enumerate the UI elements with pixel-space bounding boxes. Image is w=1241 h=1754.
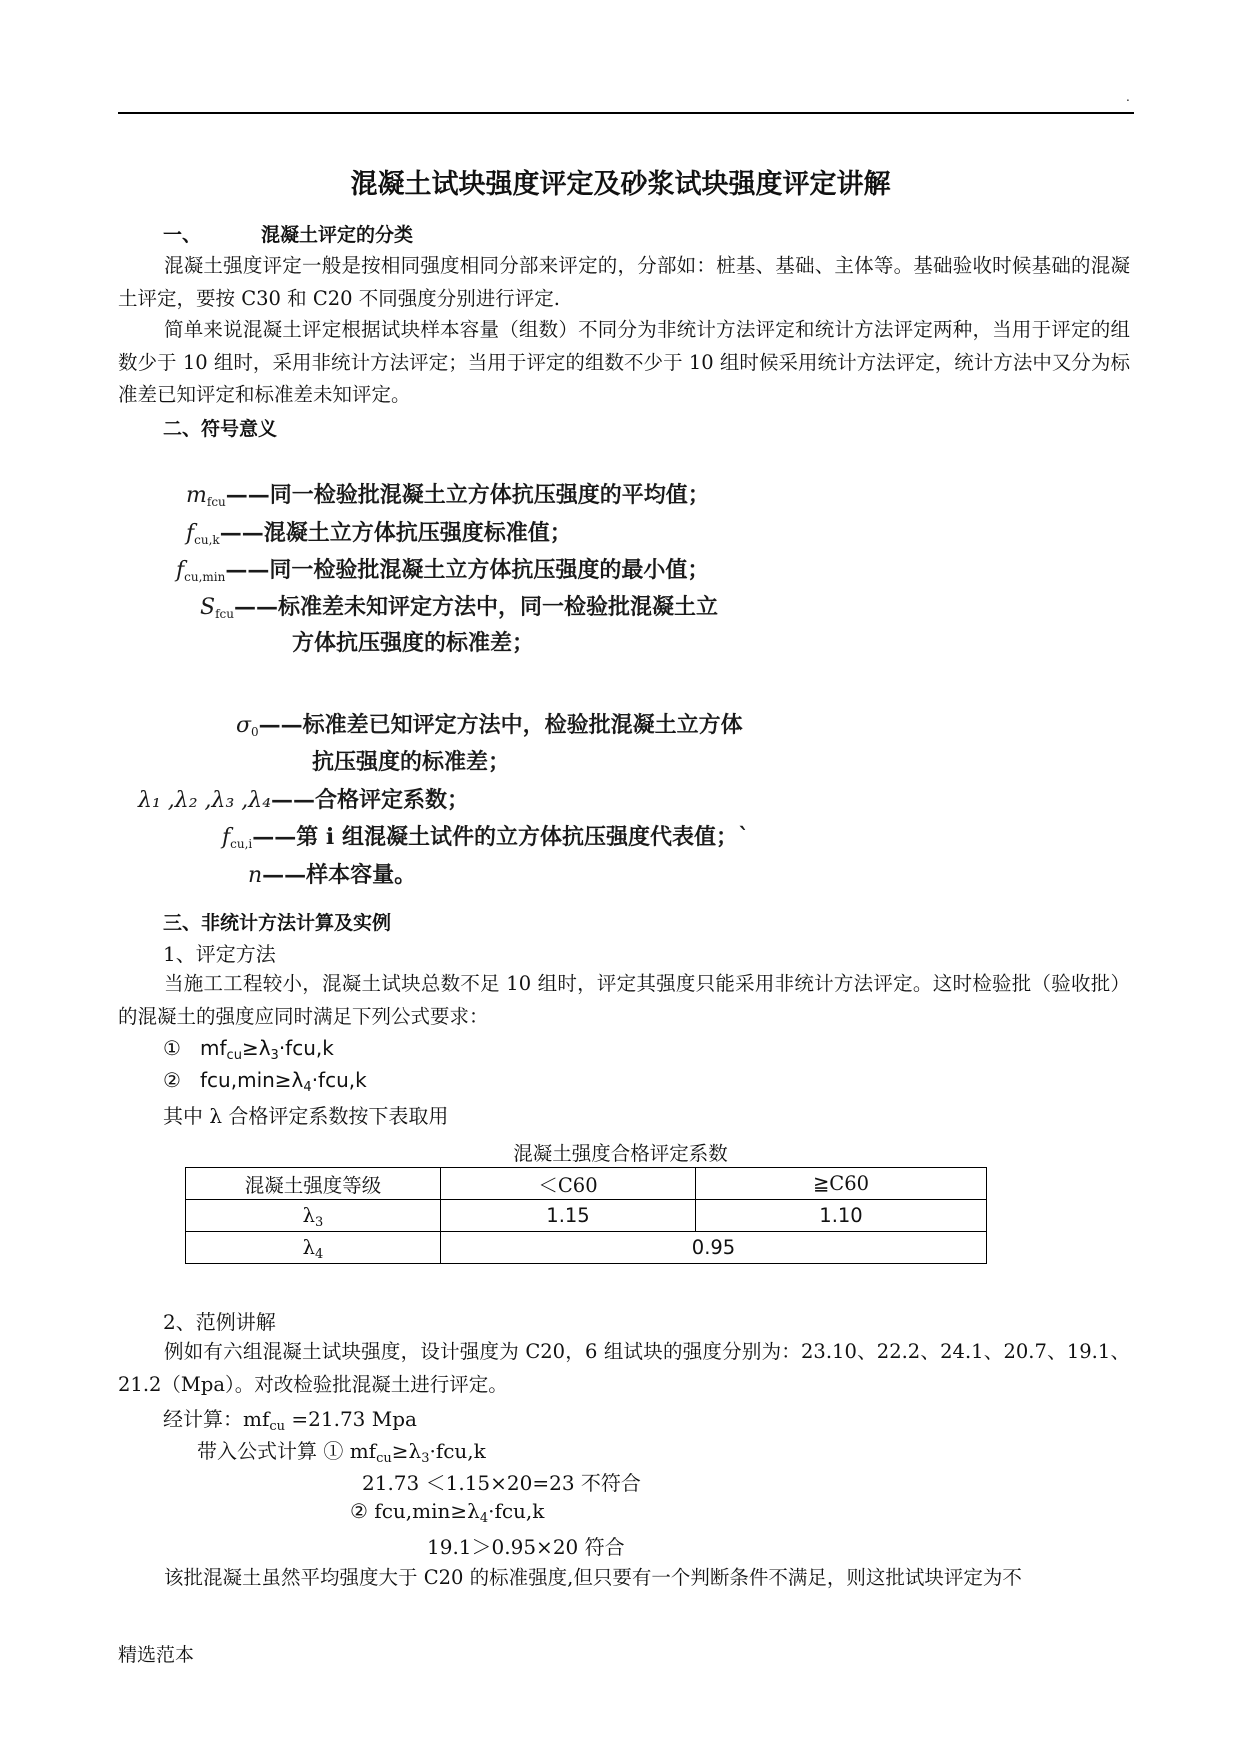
page-dot: . xyxy=(1126,90,1130,104)
table-cell: 0.95 xyxy=(441,1232,987,1264)
document-title: 混凝土试块强度评定及砂浆试块强度评定讲解 xyxy=(350,169,891,200)
section3-paragraph3: 该批混凝土虽然平均强度大于 C20 的标准强度,但只要有一个判断条件不满足，则这批试块评定为不 xyxy=(164,1566,1022,1589)
formula-2: ② $fcu,\min\ge\lambda_4\cdot fcu,k$ xyxy=(163,1068,367,1095)
symbol-sigma0: $\sigma_0——$标准差已知评定方法中，检验批混凝土立方体 xyxy=(236,712,743,739)
section3-sub2: 2、范例讲解 xyxy=(163,1310,276,1334)
symbol-fcuk: $f_{cu,k}——$混凝土立方体抗压强度标准值； xyxy=(186,520,572,547)
substitution-line: 带入公式计算 ① $mf_{cu}\ge\lambda_3\cdot fcu,k$ xyxy=(197,1439,486,1466)
section2-heading: 二、符号意义 xyxy=(163,418,278,440)
table-note: 其中 λ 合格评定系数按下表取用 xyxy=(163,1104,449,1128)
table-cell: 1.15 xyxy=(441,1200,696,1232)
table-header-ge-c60: ≧C60 xyxy=(696,1168,987,1200)
section3-sub1: 1、评定方法 xyxy=(163,942,276,966)
header-rule xyxy=(118,112,1134,114)
symbol-lambda: λ₁ ,λ₂ ,λ₃ ,λ₄——合格评定系数； xyxy=(138,787,470,813)
symbol-sigma0-cont: 抗压强度的标准差； xyxy=(312,749,511,775)
calc-line: 经计算：$mf_{cu} =21.73$ Mpa xyxy=(163,1407,417,1434)
section1-number: 一、 xyxy=(163,224,202,246)
section1-paragraph2: 简单来说混凝土评定根据试块样本容量（组数）不同分为非统计方法评定和统计方法评定两种，当用于评定的组数少于 10 组时，采用非统计方法评定；当用于评定的组数不少于 10 组时候采用统计方法评定，统计方法中又分为标准差已知评定和标准差未知评定。 xyxy=(118,318,1130,406)
table-cell: 1.10 xyxy=(696,1200,987,1232)
table-cell-lambda3: $\lambda_3$ xyxy=(186,1200,441,1232)
formula-1: ① $mf_{cu}\ge\lambda_3\cdot fcu,k$ xyxy=(163,1036,334,1063)
table-row xyxy=(186,1168,987,1200)
symbol-n: n——样本容量。 xyxy=(248,862,417,888)
table-header-grade: 混凝土强度等级 xyxy=(186,1168,441,1200)
formula-2-substituted: ② $fcu,\min\ge\lambda_4\cdot fcu,k$ xyxy=(350,1499,545,1526)
section1-title: 混凝土评定的分类 xyxy=(261,224,414,246)
table-header-lt-c60: ＜C60 xyxy=(441,1168,696,1200)
section1-paragraph1: 混凝土强度评定一般是按相同强度相同分部来评定的，分部如：桩基、基础、主体等。基础验收时候基础的混凝土评定，要按 C30 和 C20 不同强度分别进行评定. xyxy=(118,254,1130,310)
table-row xyxy=(186,1200,987,1232)
table-caption: 混凝土强度合格评定系数 xyxy=(513,1142,728,1165)
result-1: 21.73 ＜1.15×20=23 不符合 xyxy=(362,1471,641,1495)
section1-heading xyxy=(163,220,413,247)
symbol-mfcu: $m_{fcu}——$同一检验批混凝土立方体抗压强度的平均值； xyxy=(186,482,710,509)
section3-paragraph2: 例如有六组混凝土试块强度，设计强度为 C20，6 组试块的强度分别为：23.10、22.2、24.1、20.7、19.1、21.2（Mpa）。对改检验批混凝土进行评定。 xyxy=(118,1340,1130,1396)
result-2: 19.1＞0.95×20 符合 xyxy=(427,1535,625,1559)
footer-text: 精选范本 xyxy=(118,1644,195,1666)
table-cell-lambda4: $\lambda_4$ xyxy=(186,1232,441,1264)
section3-heading: 三、非统计方法计算及实例 xyxy=(163,912,392,934)
coefficient-table xyxy=(185,1167,987,1264)
table-row xyxy=(186,1232,987,1264)
symbol-fcumin: $f_{cu,min}——$同一检验批混凝土立方体抗压强度的最小值； xyxy=(176,557,710,584)
symbol-sfcu: $S_{fcu}——$标准差未知评定方法中，同一检验批混凝土立 xyxy=(200,594,718,621)
symbol-sfcu-cont: 方体抗压强度的标准差； xyxy=(292,630,535,656)
symbol-fcui: $f_{cu,i}——$第 i 组混凝土试件的立方体抗压强度代表值；` xyxy=(222,824,749,851)
section3-paragraph1: 当施工工程较小，混凝土试块总数不足 10 组时，评定其强度只能采用非统计方法评定。这时检验批（验收批）的混凝土的强度应同时满足下列公式要求： xyxy=(118,972,1130,1028)
